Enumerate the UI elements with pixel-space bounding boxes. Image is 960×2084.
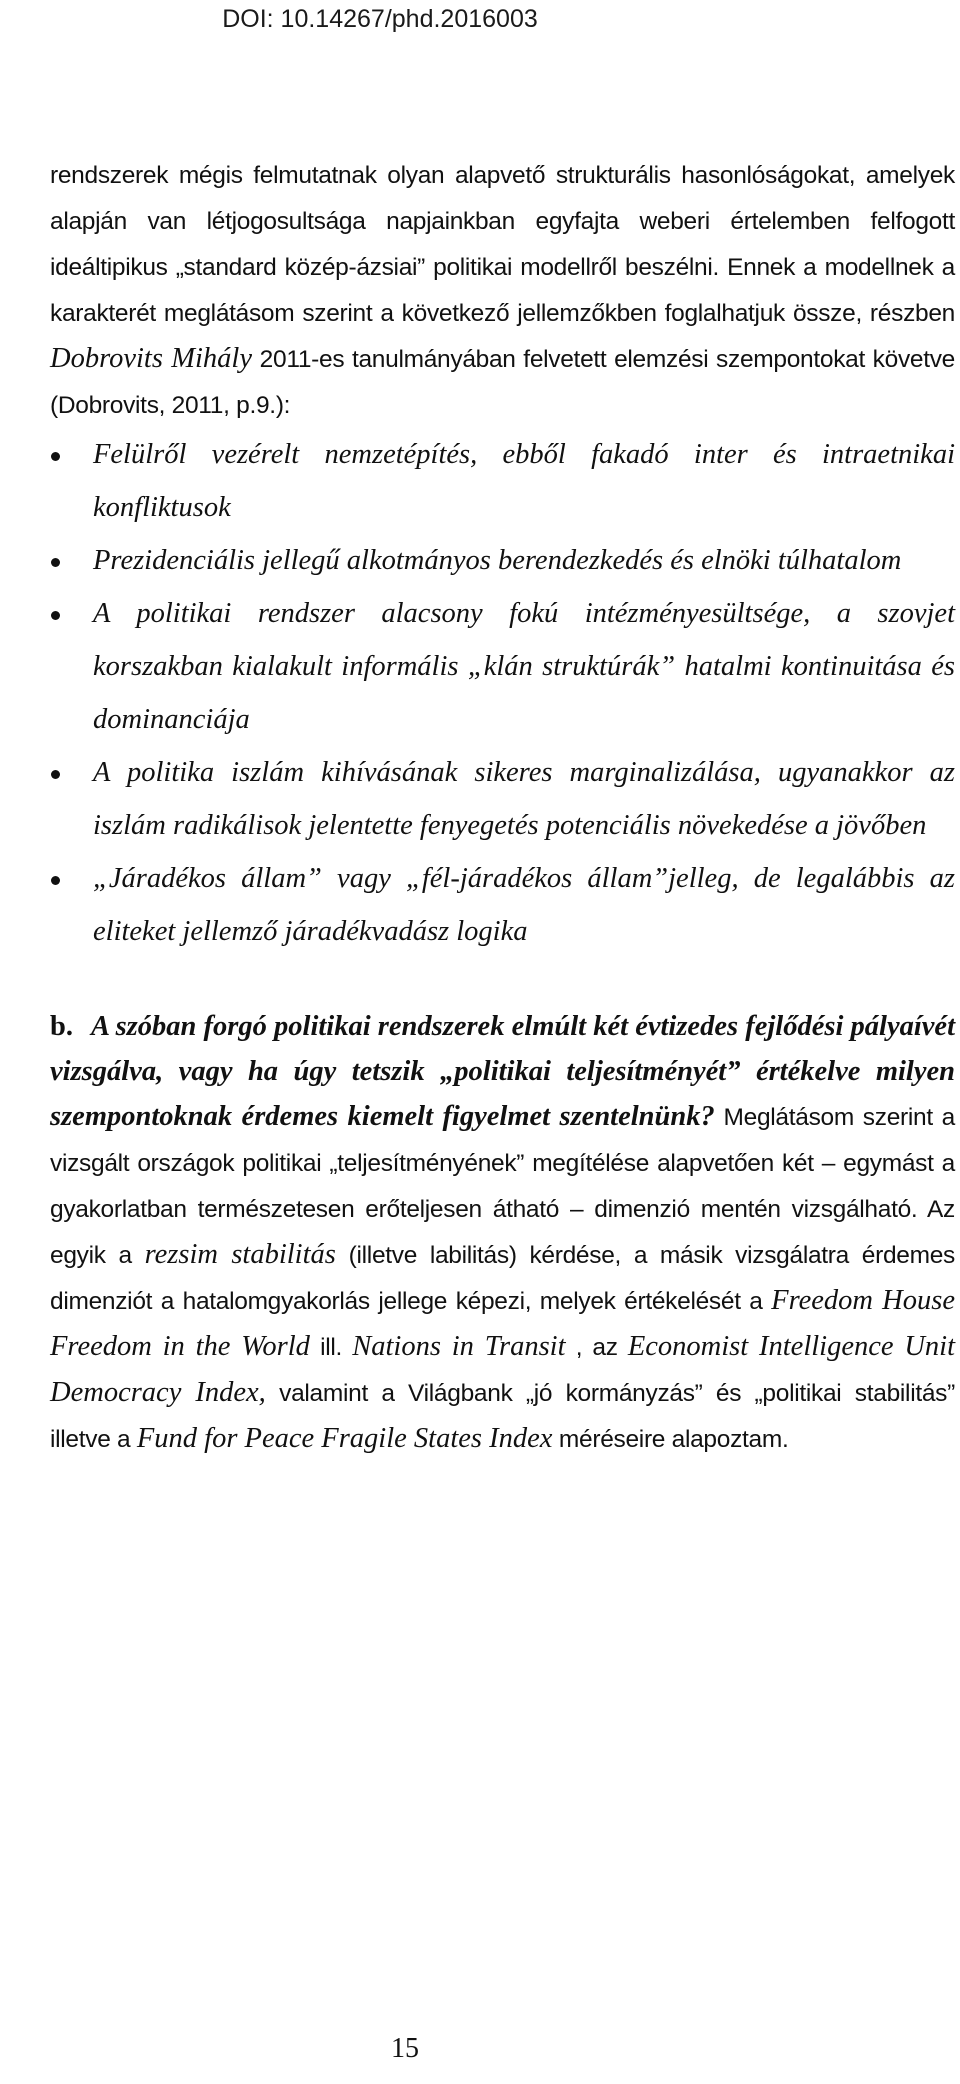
list-item: Prezidenciális jellegű alkotmányos berendezkedés és elnöki túlhatalom bbox=[50, 534, 955, 587]
eiu-ref: Economist Intelligence Unit Democracy Index, bbox=[50, 1331, 955, 1408]
bullet-dot-icon bbox=[51, 558, 60, 567]
intro-paragraph bbox=[50, 152, 955, 428]
nations-in-transit-ref: Nations in Transit bbox=[352, 1331, 566, 1362]
intro-text-2: Ennek a modellnek a karakterét meglátásom szerint a következő jellemzőkben foglalhatjuk össze, részben bbox=[50, 254, 955, 327]
intro-text-3: 2011-es tanulmányában felvetett elemzési szempontokat követve (Dobrovits, 2011, p.9.): bbox=[50, 346, 956, 419]
doi-header: DOI: 10.14267/phd.2016003 bbox=[222, 5, 538, 33]
intro-text-1: rendszerek mégis felmutatnak olyan alapvető strukturális hasonlóságokat, amelyek alapján van létjogosultsága napjainkban egyfajta weberi értelemben felfogott ideáltipikus „standard közép-ázsiai” politikai modellről beszélni. bbox=[50, 162, 955, 281]
section-text-4: ill. bbox=[309, 1334, 353, 1361]
section-text-2: Az egyik a bbox=[50, 1196, 955, 1269]
section-text-5: , az bbox=[565, 1334, 628, 1361]
freedom-house-ref: Freedom House Freedom in the World bbox=[50, 1285, 956, 1362]
section-letter: b. bbox=[50, 1011, 73, 1042]
bullet-dot-icon bbox=[51, 876, 60, 885]
section-text-7: méréseire alapoztam. bbox=[552, 1426, 789, 1453]
bullet-dot-icon bbox=[51, 452, 60, 461]
section-text-1: Meglátásom szerint a vizsgált országok politikai „teljesítményének” megítélése alapvetően két – egymást a gyakorlatban természetesen erőteljesen átható – dimenzió mentén vizsgálható. bbox=[50, 1104, 955, 1223]
list-item: A politikai rendszer alacsony fokú intézményesültsége, a szovjet korszakban kialakult informális „klán struktúrák” hatalmi kontinuitása és dominanciája bbox=[50, 587, 955, 746]
section-text-6: valamint a Világbank „jó kormányzás” és „politikai stabilitás” illetve a bbox=[50, 1380, 955, 1453]
bullet-dot-icon bbox=[51, 770, 60, 779]
section-b-paragraph bbox=[50, 1004, 955, 1462]
section-text-3: (illetve labilitás) kérdése, a másik vizsgálatra érdemes dimenziót a hatalomgyakorlás jellege képezi, melyek értékelését a bbox=[50, 1242, 955, 1315]
list-item: Felülről vezérelt nemzetépítés, ebből fakadó inter és intraetnikai konfliktusok bbox=[50, 428, 955, 534]
list-item: A politika iszlám kihívásának sikeres marginalizálása, ugyanakkor az iszlám radikálisok jelentette fenyegetés potenciális növekedése a jövőben bbox=[50, 746, 955, 852]
feature-list bbox=[50, 428, 955, 958]
bullet-dot-icon bbox=[51, 611, 60, 620]
list-item: „Járadékos állam” vagy „fél-járadékos állam”jelleg, de legalábbis az eliteket jellemző járadékvadász logika bbox=[50, 852, 955, 958]
page-body bbox=[50, 152, 955, 1462]
fragile-states-ref: Fund for Peace Fragile States Index bbox=[136, 1423, 553, 1454]
section-question: A szóban forgó politikai rendszerek elmúlt két évtizedes fejlődési pályaívét vizsgálva, vagy ha úgy tetszik „politikai teljesítményét” értékelve milyen szempontoknak érdemes kiemelt figyelmet szentelnünk? bbox=[50, 1011, 955, 1132]
rezsim-term: rezsim stabilitás bbox=[144, 1239, 336, 1270]
author-name: Dobrovits Mihály bbox=[50, 343, 252, 374]
page-number: 15 bbox=[391, 2033, 419, 2064]
